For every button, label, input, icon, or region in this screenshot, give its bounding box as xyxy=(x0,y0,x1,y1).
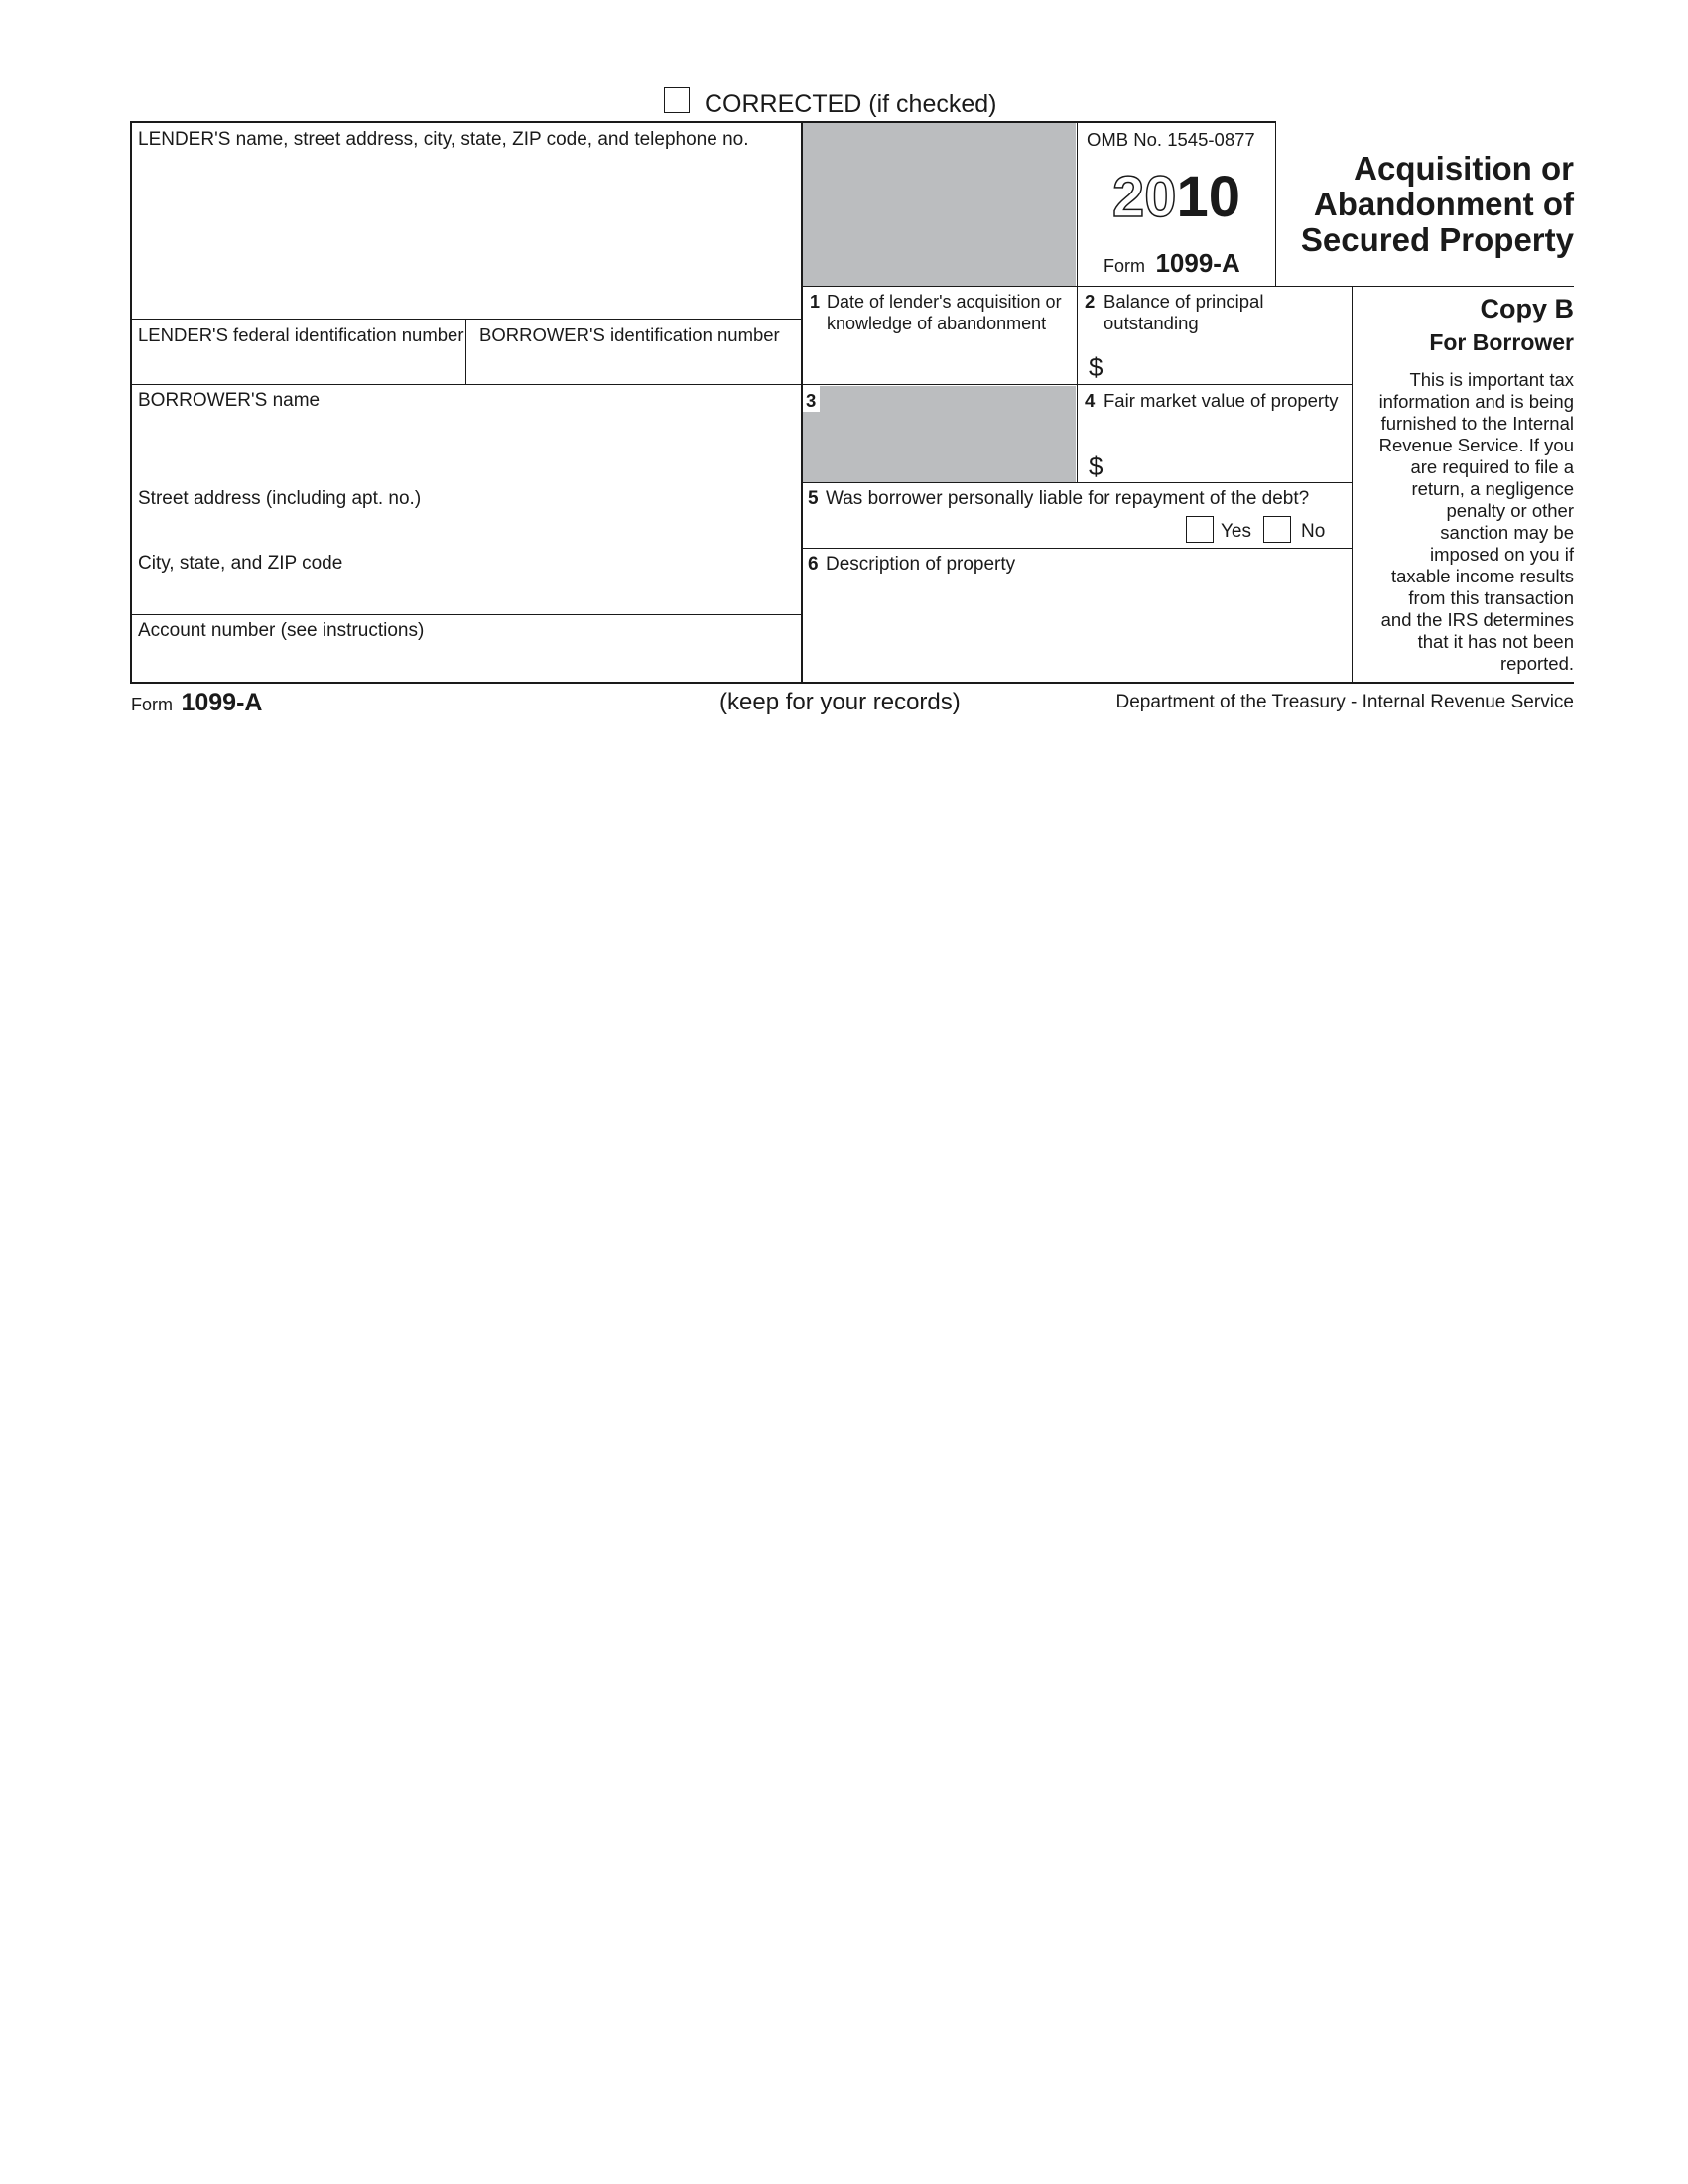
box5-number: 5 xyxy=(808,488,819,509)
lender-fed-id-label: LENDER'S federal identification number xyxy=(138,324,464,345)
yes-checkbox[interactable] xyxy=(1186,516,1214,543)
street-address-label: Street address (including apt. no.) xyxy=(138,488,422,509)
box6-label: Description of property xyxy=(826,554,1016,575)
shaded-area-top xyxy=(803,123,1076,286)
form-title-line-2: Abandonment of xyxy=(1313,186,1574,222)
department-label: Department of the Treasury - Internal Revenue Service xyxy=(1115,692,1574,712)
footer-form-word: Form xyxy=(131,695,173,714)
form-number: 1099-A xyxy=(1155,248,1240,278)
box3-number: 3 xyxy=(806,390,817,411)
shaded-area-box3 xyxy=(803,386,1076,482)
lender-name-label: LENDER'S name, street address, city, state, ZIP code, and telephone no. xyxy=(138,129,749,150)
corrected-label: CORRECTED (if checked) xyxy=(705,90,997,118)
box4-dollar-sign: $ xyxy=(1089,451,1104,481)
notice-line: from this transaction xyxy=(1408,587,1574,608)
form-title-line-1: Acquisition or xyxy=(1354,150,1574,187)
account-number-label: Account number (see instructions) xyxy=(138,620,425,641)
form-word: Form xyxy=(1104,256,1145,276)
box2-number: 2 xyxy=(1085,291,1096,312)
box2-label-line-1: Balance of principal xyxy=(1104,291,1264,312)
box1-number: 1 xyxy=(810,292,821,312)
box4-number: 4 xyxy=(1085,390,1096,411)
box4-label: Fair market value of property xyxy=(1104,390,1339,411)
borrower-name-label: BORROWER'S name xyxy=(138,390,321,411)
notice-line: imposed on you if xyxy=(1429,544,1574,565)
yes-label: Yes xyxy=(1221,521,1251,542)
keep-for-records-note: (keep for your records) xyxy=(719,689,961,715)
notice-line: are required to file a xyxy=(1410,456,1574,477)
tax-year-outline: 20 xyxy=(1112,165,1177,229)
notice-line: penalty or other xyxy=(1446,500,1574,521)
box2-label-line-2: outstanding xyxy=(1104,313,1199,333)
notice-line: return, a negligence xyxy=(1411,478,1574,499)
box6-number: 6 xyxy=(808,554,819,575)
box1-label-line-2: knowledge of abandonment xyxy=(827,314,1047,333)
form-id-header xyxy=(1104,248,1240,279)
copy-subtitle: For Borrower xyxy=(1429,329,1574,355)
borrower-id-label: BORROWER'S identification number xyxy=(479,324,780,345)
corrected-checkbox[interactable] xyxy=(664,87,690,113)
box5-label: Was borrower personally liable for repayment of the debt? xyxy=(826,488,1310,509)
no-label: No xyxy=(1301,521,1326,542)
notice-line: sanction may be xyxy=(1440,522,1574,543)
tax-year-solid: 10 xyxy=(1176,165,1241,229)
notice-line: furnished to the Internal xyxy=(1380,413,1574,434)
tax-year xyxy=(1112,167,1240,228)
notice-line: This is important tax xyxy=(1409,369,1574,390)
notice-line: and the IRS determines xyxy=(1380,609,1574,630)
copy-notice xyxy=(1364,369,1574,675)
footer-form-id xyxy=(131,689,262,717)
notice-line: reported. xyxy=(1499,653,1574,674)
city-state-zip-label: City, state, and ZIP code xyxy=(138,553,343,574)
no-checkbox[interactable] xyxy=(1263,516,1291,543)
copy-title: Copy B xyxy=(1480,294,1574,323)
form-title-line-3: Secured Property xyxy=(1300,221,1574,258)
footer-form-number: 1099-A xyxy=(181,689,263,716)
notice-line: taxable income results xyxy=(1390,566,1574,586)
omb-number: OMB No. 1545-0877 xyxy=(1087,129,1255,150)
notice-line: Revenue Service. If you xyxy=(1378,435,1574,455)
notice-line: information and is being xyxy=(1378,391,1574,412)
notice-line: that it has not been xyxy=(1417,631,1574,652)
box2-dollar-sign: $ xyxy=(1089,352,1104,382)
box1-label-line-1: Date of lender's acquisition or xyxy=(827,292,1062,312)
